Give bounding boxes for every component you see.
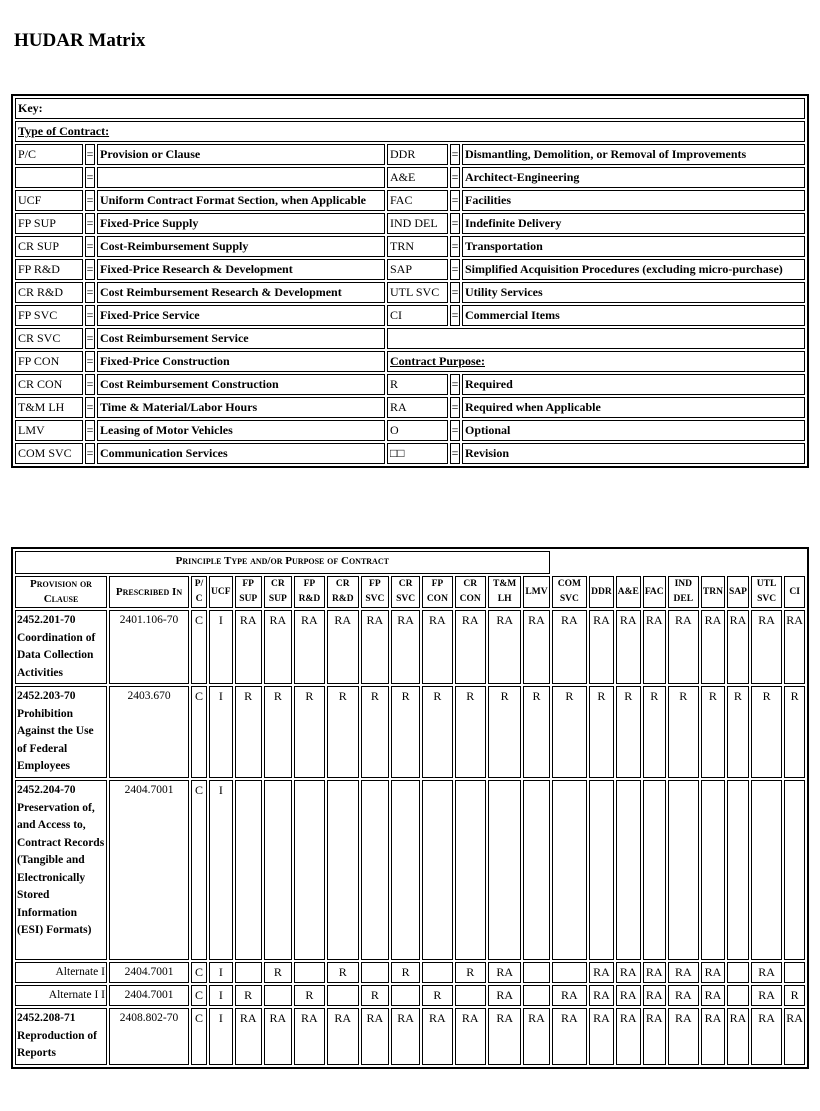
- col-header: CI: [784, 576, 805, 608]
- key-definition: Fixed-Price Service: [97, 305, 385, 326]
- matrix-cell: R: [751, 686, 782, 778]
- key-equals: =: [85, 259, 95, 280]
- matrix-cell: [327, 780, 359, 960]
- key-abbr: [15, 167, 83, 188]
- prescribed-in-cell: 2404.7001: [109, 962, 189, 983]
- key-abbr: CR R&D: [15, 282, 83, 303]
- matrix-cell: RA: [327, 610, 359, 684]
- key-abbr: IND DEL: [387, 213, 448, 234]
- matrix-cell: I: [209, 962, 233, 983]
- key-definition: Optional: [462, 420, 805, 441]
- matrix-cell: [523, 985, 549, 1006]
- matrix-cell: [294, 780, 325, 960]
- matrix-cell: [643, 780, 666, 960]
- matrix-cell: R: [523, 686, 549, 778]
- matrix-cell: RA: [701, 1008, 725, 1065]
- key-abbr: COM SVC: [15, 443, 83, 464]
- matrix-cell: [327, 985, 359, 1006]
- key-definition: Simplified Acquisition Procedures (excluding micro-purchase): [462, 259, 805, 280]
- matrix-cell: [589, 780, 614, 960]
- clause-cell: Alternate I I: [15, 985, 107, 1006]
- key-definition: Cost Reimbursement Construction: [97, 374, 385, 395]
- matrix-cell: R: [235, 686, 262, 778]
- matrix-cell: RA: [455, 610, 486, 684]
- key-row: [15, 144, 805, 165]
- prescribed-in-cell: 2404.7001: [109, 780, 189, 960]
- table-row: [15, 610, 805, 684]
- key-equals: =: [450, 190, 460, 211]
- table-row: [15, 985, 805, 1006]
- key-definition: Architect-Engineering: [462, 167, 805, 188]
- matrix-cell: RA: [616, 962, 641, 983]
- key-abbr: T&M LH: [15, 397, 83, 418]
- key-definition: Cost Reimbursement Research & Development: [97, 282, 385, 303]
- col-header: P/ C: [191, 576, 207, 608]
- key-definition: Time & Material/Labor Hours: [97, 397, 385, 418]
- matrix-cell: R: [361, 686, 389, 778]
- matrix-cell: RA: [751, 962, 782, 983]
- key-abbr: DDR: [387, 144, 448, 165]
- matrix-cell: R: [455, 686, 486, 778]
- matrix-cell: R: [327, 686, 359, 778]
- prescribed-in-cell: 2403.670: [109, 686, 189, 778]
- matrix-cell: [294, 962, 325, 983]
- key-row: [15, 236, 805, 257]
- key-equals: =: [85, 420, 95, 441]
- matrix-cell: RA: [361, 1008, 389, 1065]
- page-title: HUDAR Matrix: [14, 30, 146, 51]
- col-header: A&E: [616, 576, 641, 608]
- key-abbr: A&E: [387, 167, 448, 188]
- key-equals: =: [85, 282, 95, 303]
- matrix-cell: C: [191, 1008, 207, 1065]
- matrix-cell: RA: [784, 610, 805, 684]
- matrix-cell: RA: [422, 1008, 452, 1065]
- key-equals: =: [450, 443, 460, 464]
- table-row: [15, 1008, 805, 1065]
- col-header: CR SUP: [264, 576, 292, 608]
- matrix-cell: R: [422, 686, 452, 778]
- key-definition: Indefinite Delivery: [462, 213, 805, 234]
- matrix-cell: [727, 780, 749, 960]
- key-definition: Facilities: [462, 190, 805, 211]
- matrix-cell: R: [391, 686, 420, 778]
- col-header: FP CON: [422, 576, 452, 608]
- key-equals: =: [85, 397, 95, 418]
- col-header: FP SUP: [235, 576, 262, 608]
- key-definition: Commercial Items: [462, 305, 805, 326]
- col-header: FP R&D: [294, 576, 325, 608]
- matrix-cell: RA: [589, 962, 614, 983]
- key-definition: Revision: [462, 443, 805, 464]
- matrix-cell: [784, 962, 805, 983]
- matrix-cell: [264, 780, 292, 960]
- key-empty-cell: [387, 328, 805, 349]
- col-header: COM SVC: [552, 576, 588, 608]
- key-definition: Required when Applicable: [462, 397, 805, 418]
- key-equals: =: [85, 351, 95, 372]
- col-header: CR SVC: [391, 576, 420, 608]
- key-abbr: CR CON: [15, 374, 83, 395]
- key-abbr: FP SUP: [15, 213, 83, 234]
- prescribed-in-cell: 2404.7001: [109, 985, 189, 1006]
- key-definition: Uniform Contract Format Section, when Applicable: [97, 190, 385, 211]
- matrix-cell: [668, 780, 699, 960]
- key-abbr: FP R&D: [15, 259, 83, 280]
- matrix-cell: RA: [552, 985, 588, 1006]
- key-equals: =: [85, 190, 95, 211]
- key-row: [15, 167, 805, 188]
- col-header-prescribed-in: Prescribed In: [109, 576, 189, 608]
- matrix-cell: C: [191, 780, 207, 960]
- matrix-cell: [552, 780, 588, 960]
- col-header: CR CON: [455, 576, 486, 608]
- table-row: [15, 962, 805, 983]
- key-equals: =: [450, 282, 460, 303]
- matrix-cell: RA: [552, 1008, 588, 1065]
- key-equals: =: [450, 374, 460, 395]
- matrix-cell: RA: [264, 1008, 292, 1065]
- clause-cell: Alternate I: [15, 962, 107, 983]
- key-row: [15, 420, 805, 441]
- key-abbr: R: [387, 374, 448, 395]
- col-header: IND DEL: [668, 576, 699, 608]
- matrix-cell: RA: [589, 985, 614, 1006]
- key-abbr: CR SVC: [15, 328, 83, 349]
- col-header-provision-or-clause: Provision or Clause: [15, 576, 107, 608]
- matrix-cell: RA: [488, 962, 521, 983]
- matrix-cell: [455, 985, 486, 1006]
- type-of-contract-heading: [15, 121, 805, 142]
- key-abbr: CI: [387, 305, 448, 326]
- matrix-cell: RA: [488, 610, 521, 684]
- col-header: LMV: [523, 576, 549, 608]
- key-row: [15, 190, 805, 211]
- key-equals: =: [450, 144, 460, 165]
- contract-purpose-heading: [387, 351, 805, 372]
- matrix-cell: [523, 780, 549, 960]
- key-definition: Fixed-Price Research & Development: [97, 259, 385, 280]
- key-equals: =: [85, 144, 95, 165]
- matrix-cell: [488, 780, 521, 960]
- key-abbr: □□: [387, 443, 448, 464]
- matrix-cell: RA: [235, 610, 262, 684]
- matrix-cell: [523, 962, 549, 983]
- matrix-cell: [391, 985, 420, 1006]
- key-equals: =: [450, 259, 460, 280]
- matrix-cell: [264, 985, 292, 1006]
- key-row: [15, 374, 805, 395]
- prescribed-in-cell: 2401.106-70: [109, 610, 189, 684]
- key-row: [15, 259, 805, 280]
- key-definition: Utility Services: [462, 282, 805, 303]
- matrix-cell: I: [209, 780, 233, 960]
- matrix-cell: RA: [391, 610, 420, 684]
- key-equals: =: [450, 397, 460, 418]
- matrix-cell: R: [455, 962, 486, 983]
- key-definition: [97, 167, 385, 188]
- key-equals: =: [85, 305, 95, 326]
- key-abbr: FP SVC: [15, 305, 83, 326]
- matrix-cell: RA: [488, 1008, 521, 1065]
- matrix-cell: [727, 962, 749, 983]
- table-row: [15, 780, 805, 960]
- key-abbr: P/C: [15, 144, 83, 165]
- col-header: UTL SVC: [751, 576, 782, 608]
- header-blank: [552, 551, 805, 574]
- matrix-cell: R: [294, 985, 325, 1006]
- key-row: [15, 213, 805, 234]
- matrix-cell: R: [391, 962, 420, 983]
- clause-matrix-table: [11, 547, 809, 1069]
- table-row: [15, 686, 805, 778]
- prescribed-in-cell: 2408.802-70: [109, 1008, 189, 1065]
- matrix-cell: RA: [523, 1008, 549, 1065]
- key-equals: =: [450, 420, 460, 441]
- matrix-cell: [455, 780, 486, 960]
- matrix-cell: RA: [235, 1008, 262, 1065]
- key-row: [15, 282, 805, 303]
- clause-cell: 2452.201-70 Coordination of Data Collection Activities: [15, 610, 107, 684]
- matrix-cell: RA: [589, 610, 614, 684]
- key-definition: Cost Reimbursement Service: [97, 328, 385, 349]
- matrix-cell: [361, 962, 389, 983]
- key-equals: =: [450, 167, 460, 188]
- matrix-cell: RA: [294, 1008, 325, 1065]
- matrix-cell: RA: [391, 1008, 420, 1065]
- matrix-cell: [701, 780, 725, 960]
- matrix-cell: RA: [751, 610, 782, 684]
- matrix-cell: R: [589, 686, 614, 778]
- matrix-cell: I: [209, 985, 233, 1006]
- key-definition: Leasing of Motor Vehicles: [97, 420, 385, 441]
- matrix-cell: I: [209, 610, 233, 684]
- matrix-cell: R: [784, 686, 805, 778]
- matrix-cell: RA: [751, 985, 782, 1006]
- matrix-cell: [422, 780, 452, 960]
- key-equals: =: [85, 374, 95, 395]
- matrix-cell: R: [327, 962, 359, 983]
- key-equals: =: [450, 213, 460, 234]
- contract-purpose-text: Contract Purpose:: [390, 354, 485, 368]
- clause-cell: 2452.208-71 Reproduction of Reports: [15, 1008, 107, 1065]
- matrix-cell: RA: [751, 1008, 782, 1065]
- matrix-cell: RA: [264, 610, 292, 684]
- key-definition: Fixed-Price Supply: [97, 213, 385, 234]
- matrix-cell: RA: [784, 1008, 805, 1065]
- key-equals: =: [450, 305, 460, 326]
- key-definition: Dismantling, Demolition, or Removal of Improvements: [462, 144, 805, 165]
- key-row: [15, 351, 805, 372]
- key-abbr: O: [387, 420, 448, 441]
- matrix-cell: RA: [643, 985, 666, 1006]
- key-definition: Cost-Reimbursement Supply: [97, 236, 385, 257]
- matrix-cell: R: [701, 686, 725, 778]
- matrix-cell: RA: [616, 610, 641, 684]
- matrix-cell: [361, 780, 389, 960]
- key-equals: =: [85, 328, 95, 349]
- col-header: UCF: [209, 576, 233, 608]
- key-abbr: UTL SVC: [387, 282, 448, 303]
- matrix-cell: RA: [523, 610, 549, 684]
- col-header: SAP: [727, 576, 749, 608]
- col-header: T&M LH: [488, 576, 521, 608]
- matrix-cell: C: [191, 610, 207, 684]
- key-abbr: FP CON: [15, 351, 83, 372]
- col-header: CR R&D: [327, 576, 359, 608]
- key-definition: Fixed-Price Construction: [97, 351, 385, 372]
- matrix-cell: RA: [294, 610, 325, 684]
- matrix-cell: R: [264, 962, 292, 983]
- matrix-cell: RA: [727, 1008, 749, 1065]
- clause-cell: 2452.204-70 Preservation of, and Access to, Contract Records (Tangible and Electronically Stored Information (ESI) Formats): [15, 780, 107, 960]
- key-abbr: LMV: [15, 420, 83, 441]
- matrix-cell: R: [235, 985, 262, 1006]
- matrix-cell: RA: [668, 1008, 699, 1065]
- col-header: TRN: [701, 576, 725, 608]
- key-abbr: CR SUP: [15, 236, 83, 257]
- matrix-cell: [235, 780, 262, 960]
- matrix-cell: R: [422, 985, 452, 1006]
- matrix-cell: RA: [552, 610, 588, 684]
- key-label: Key:: [15, 98, 805, 119]
- matrix-cell: R: [552, 686, 588, 778]
- clause-cell: 2452.203-70 Prohibition Against the Use of Federal Employees: [15, 686, 107, 778]
- key-definition: Required: [462, 374, 805, 395]
- key-row: [15, 443, 805, 464]
- matrix-cell: R: [668, 686, 699, 778]
- matrix-cell: RA: [361, 610, 389, 684]
- key-abbr: UCF: [15, 190, 83, 211]
- matrix-cell: RA: [643, 1008, 666, 1065]
- matrix-cell: RA: [701, 985, 725, 1006]
- matrix-cell: R: [616, 686, 641, 778]
- matrix-cell: R: [264, 686, 292, 778]
- matrix-cell: RA: [668, 985, 699, 1006]
- matrix-cell: RA: [643, 610, 666, 684]
- matrix-cell: [422, 962, 452, 983]
- matrix-cell: [552, 962, 588, 983]
- matrix-cell: R: [784, 985, 805, 1006]
- key-equals: =: [85, 236, 95, 257]
- col-header: FAC: [643, 576, 666, 608]
- matrix-cell: RA: [488, 985, 521, 1006]
- matrix-cell: RA: [668, 610, 699, 684]
- matrix-cell: RA: [643, 962, 666, 983]
- col-header: DDR: [589, 576, 614, 608]
- key-abbr: SAP: [387, 259, 448, 280]
- matrix-cell: RA: [701, 610, 725, 684]
- matrix-cell: C: [191, 962, 207, 983]
- matrix-cell: [784, 780, 805, 960]
- key-equals: =: [85, 167, 95, 188]
- key-table: [11, 94, 809, 468]
- matrix-cell: RA: [616, 985, 641, 1006]
- key-abbr: FAC: [387, 190, 448, 211]
- key-definition: Transportation: [462, 236, 805, 257]
- matrix-cell: RA: [589, 1008, 614, 1065]
- type-of-contract-text: Type of Contract:: [18, 124, 110, 138]
- key-row: [15, 328, 805, 349]
- matrix-cell: I: [209, 1008, 233, 1065]
- key-row: [15, 397, 805, 418]
- matrix-cell: R: [488, 686, 521, 778]
- matrix-cell: [616, 780, 641, 960]
- key-equals: =: [85, 213, 95, 234]
- matrix-cell: RA: [701, 962, 725, 983]
- key-definition: Communication Services: [97, 443, 385, 464]
- matrix-cell: C: [191, 686, 207, 778]
- key-abbr: TRN: [387, 236, 448, 257]
- matrix-cell: R: [727, 686, 749, 778]
- key-equals: =: [85, 443, 95, 464]
- matrix-cell: C: [191, 985, 207, 1006]
- matrix-cell: [235, 962, 262, 983]
- key-equals: =: [450, 236, 460, 257]
- matrix-cell: RA: [616, 1008, 641, 1065]
- matrix-title: Principle Type and/or Purpose of Contract: [15, 551, 550, 574]
- matrix-cell: R: [643, 686, 666, 778]
- matrix-cell: R: [361, 985, 389, 1006]
- matrix-cell: RA: [422, 610, 452, 684]
- key-definition: Provision or Clause: [97, 144, 385, 165]
- matrix-cell: RA: [327, 1008, 359, 1065]
- key-row: [15, 305, 805, 326]
- matrix-cell: RA: [455, 1008, 486, 1065]
- matrix-cell: R: [294, 686, 325, 778]
- matrix-cell: I: [209, 686, 233, 778]
- matrix-cell: RA: [668, 962, 699, 983]
- col-header: FP SVC: [361, 576, 389, 608]
- matrix-cell: [391, 780, 420, 960]
- matrix-cell: [727, 985, 749, 1006]
- key-abbr: RA: [387, 397, 448, 418]
- matrix-cell: RA: [727, 610, 749, 684]
- matrix-cell: [751, 780, 782, 960]
